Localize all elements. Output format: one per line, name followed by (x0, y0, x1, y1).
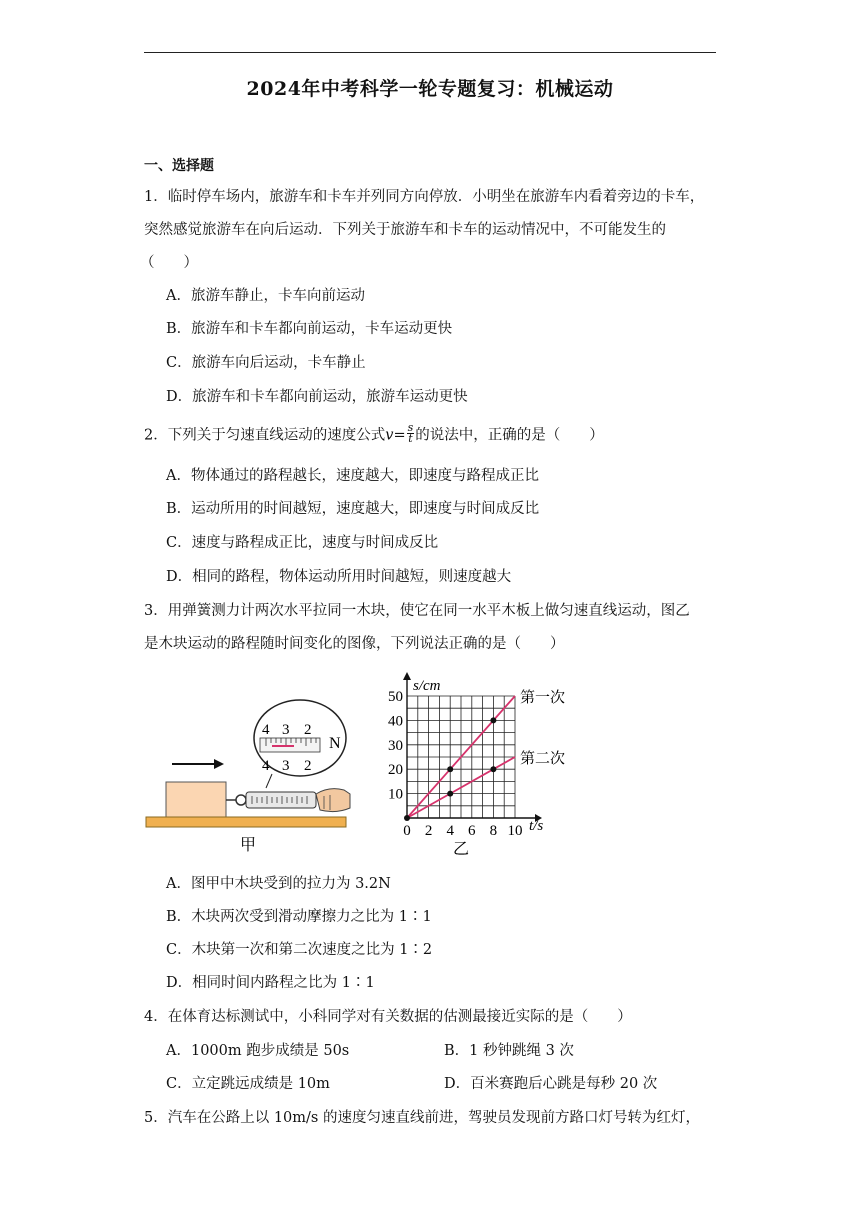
x-tick-label: 4 (446, 823, 454, 839)
data-point (490, 766, 496, 772)
q2-formula-fraction (407, 423, 415, 444)
q3-option-b[interactable]: B．木块两次受到滑动摩擦力之比为 1∶1 (166, 909, 432, 925)
wooden-board (146, 817, 346, 827)
x-tick-label: 6 (468, 823, 476, 839)
y-axis-label: s/cm (413, 678, 441, 694)
pull-arrow-head (214, 759, 224, 769)
q4-option-c[interactable]: C．立定跳远成绩是 10m (166, 1076, 330, 1092)
section-heading: 一、选择题 (144, 158, 214, 174)
q2-stem (144, 421, 604, 446)
gauge-bottom-4: 4 (262, 758, 270, 774)
x-tick-label: 2 (424, 823, 433, 839)
q3-stem-line1: 3．用弹簧测力计两次水平拉同一木块，使它在同一水平木板上做匀速直线运动，图乙 (144, 603, 690, 619)
y-tick-label: 50 (388, 689, 403, 705)
y-tick-label: 30 (388, 737, 403, 754)
y-tick-label: 40 (388, 713, 403, 730)
gauge-unit-n: N (329, 735, 341, 752)
q3-stem-line2: 是木块运动的路程随时间变化的图像，下列说法正确的是（ ） (144, 636, 565, 652)
q5-stem-line1: 5．汽车在公路上以 10m/s 的速度匀速直线前进，驾驶员发现前方路口灯号转为红灯， (144, 1110, 700, 1126)
q3-option-c[interactable]: C．木块第一次和第二次速度之比为 1∶2 (166, 942, 433, 958)
q2-formula-equals: = (393, 427, 406, 444)
scale-hook-icon (236, 795, 246, 805)
q1-option-a[interactable]: A．旅游车静止，卡车向前运动 (166, 288, 365, 304)
figure-a-label: 甲 (240, 837, 257, 854)
q2-formula-v: v (385, 427, 394, 444)
q4-option-d[interactable]: D．百米赛跑后心跳是每秒 20 次 (444, 1076, 658, 1092)
q2-stem-prefix: 2．下列关于匀速直线运动的速度公式 (144, 427, 386, 444)
x-tick-label: 8 (489, 823, 498, 839)
q2-formula-numerator: s (407, 421, 414, 434)
q2-option-c[interactable]: C．速度与路程成正比，速度与时间成反比 (166, 535, 439, 551)
header-rule (144, 52, 716, 53)
q2-option-d[interactable]: D．相同的路程，物体运动所用时间越短，则速度越大 (166, 569, 512, 585)
q4-option-b[interactable]: B．1 秒钟跳绳 3 次 (444, 1043, 574, 1059)
figure-b-label: 乙 (453, 841, 470, 858)
series-label-1: 第一次 (520, 690, 566, 706)
q2-stem-suffix: 的说法中，正确的是（ ） (415, 427, 604, 444)
q1-option-d[interactable]: D．旅游车和卡车都向前运动，旅游车运动更快 (166, 389, 468, 405)
q1-option-b[interactable]: B．旅游车和卡车都向前运动，卡车运动更快 (166, 321, 453, 337)
figure-b-st-chart (370, 668, 590, 860)
gauge-bottom-2: 2 (304, 758, 312, 774)
y-tick-label: 20 (388, 762, 403, 779)
hand-icon (316, 789, 350, 812)
x-tick-label: 0 (403, 823, 411, 839)
gauge-top-2: 2 (304, 722, 312, 738)
q2-option-b[interactable]: B．运动所用的时间越短，速度越大，即速度与时间成反比 (166, 501, 540, 517)
series-label-2: 第二次 (520, 751, 566, 767)
q1-stem-line2: 突然感觉旅游车在向后运动．下列关于旅游车和卡车的运动情况中，不可能发生的 (144, 222, 666, 238)
chart-series (404, 696, 515, 821)
gauge-bottom-3: 3 (282, 758, 290, 774)
q2-formula-denominator: t (408, 432, 413, 445)
x-axis-label: t/s (529, 818, 544, 834)
x-tick-label: 10 (507, 823, 523, 839)
wood-block (166, 782, 226, 818)
gauge-top-4: 4 (262, 722, 270, 738)
spring-scale-body (246, 792, 316, 808)
chart-labels (388, 678, 565, 858)
q3-option-a[interactable]: A．图甲中木块受到的拉力为 3.2N (166, 876, 391, 892)
data-point (447, 766, 453, 772)
figure-a-spring-scale (144, 690, 354, 858)
data-point (447, 791, 453, 797)
q4-option-a[interactable]: A．1000m 跑步成绩是 50s (166, 1043, 350, 1059)
y-tick-label: 10 (388, 786, 403, 803)
q4-stem: 4．在体育达标测试中，小科同学对有关数据的估测最接近实际的是（ ） (144, 1009, 632, 1025)
data-point (490, 717, 496, 723)
y-axis-arrow-icon (403, 672, 411, 680)
q1-answer-blank: （ ） (140, 255, 198, 271)
origin-point (404, 815, 410, 821)
q1-stem-line1: 1．临时停车场内，旅游车和卡车并列同方向停放．小明坐在旅游车内看着旁边的卡车， (144, 189, 705, 205)
q1-option-c[interactable]: C．旅游车向后运动，卡车静止 (166, 355, 366, 371)
q3-option-d[interactable]: D．相同时间内路程之比为 1∶1 (166, 975, 375, 991)
page-title: 2024年中考科学一轮专题复习：机械运动 (246, 78, 614, 100)
gauge-top-3: 3 (282, 722, 290, 738)
q2-option-a[interactable]: A．物体通过的路程越长，速度越大，即速度与路程成正比 (166, 468, 539, 484)
